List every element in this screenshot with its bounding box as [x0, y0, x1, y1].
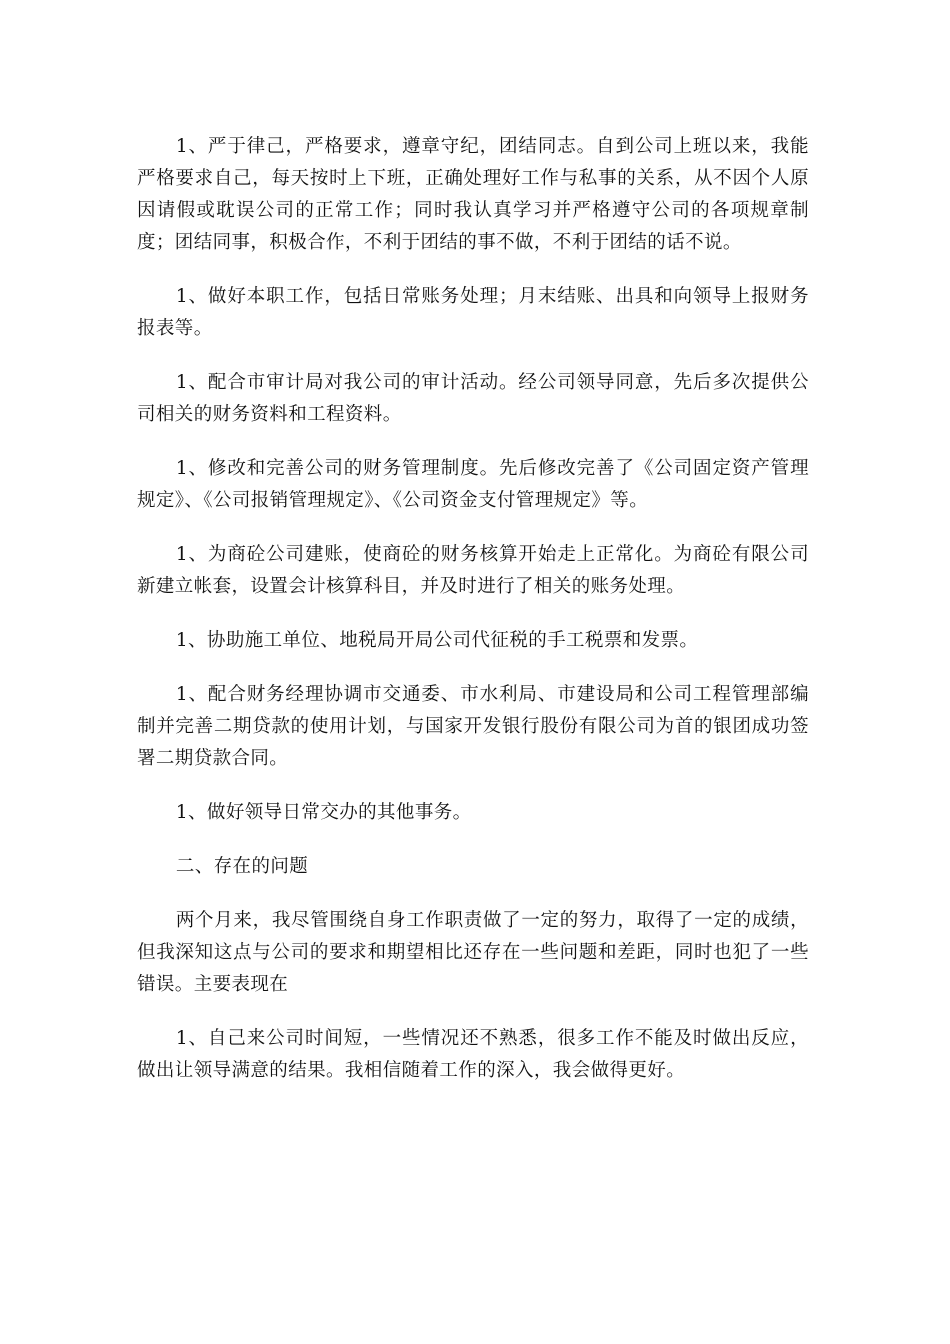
paragraph-concrete-company: 1、为商砼公司建账，使商砼的财务核算开始走上正常化。为商砼有限公司新建立帐套，设置会计核算科目，并及时进行了相关的账务处理。 [137, 544, 809, 597]
document-body [137, 131, 809, 1109]
section-heading-problems: 二、存在的问题 [175, 856, 309, 877]
paragraph-self-discipline: 1、严于律己，严格要求，遵章守纪，团结同志。自到公司上班以来，我能严格要求自己，每天按时上下班，正确处理好工作与私事的关系，从不因个人原因请假或耽误公司的正常工作；同时我认真学习并严格遵守公司的各项规章制度；团结同事，积极合作，不利于团结的事不做，不利于团结的话不说。 [137, 136, 809, 253]
paragraph-loan-plan: 1、配合财务经理协调市交通委、市水利局、市建设局和公司工程管理部编制并完善二期贷款的使用计划，与国家开发银行股份有限公司为首的银团成功签署二期贷款合同。 [137, 684, 809, 769]
paragraph-daily-accounting: 1、做好本职工作，包括日常账务处理；月末结账、出具和向领导上报财务报表等。 [137, 286, 809, 339]
paragraph-finance-rules: 1、修改和完善公司的财务管理制度。先后修改完善了《公司固定资产管理规定》、《公司报销管理规定》、《公司资金支付管理规定》等。 [137, 458, 809, 511]
paragraph-tax-receipts: 1、协助施工单位、地税局开局公司代征税的手工税票和发票。 [175, 630, 699, 651]
paragraph-audit-cooperation: 1、配合市审计局对我公司的审计活动。经公司领导同意，先后多次提供公司相关的财务资料和工程资料。 [137, 372, 809, 425]
paragraph-problems-intro: 两个月来，我尽管围绕自身工作职责做了一定的努力，取得了一定的成绩，但我深知这点与公司的要求和期望相比还存在一些问题和差距，同时也犯了一些错误。主要表现在 [137, 910, 809, 995]
paragraph-other-tasks: 1、做好领导日常交办的其他事务。 [175, 802, 472, 823]
paragraph-problem-1: 1、自己来公司时间短，一些情况还不熟悉，很多工作不能及时做出反应，做出让领导满意的结果。我相信随着工作的深入，我会做得更好。 [137, 1028, 809, 1081]
